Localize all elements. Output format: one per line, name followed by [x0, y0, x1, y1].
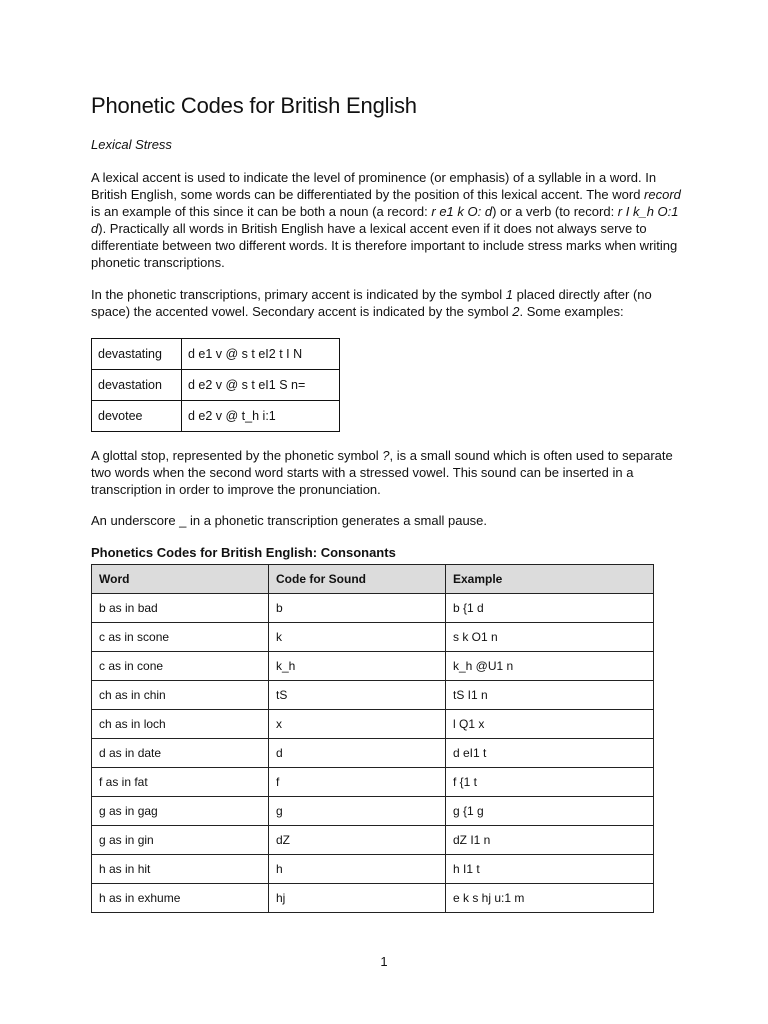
cell-example: tS I1 n: [446, 681, 654, 710]
consonants-title: Phonetics Codes for British English: Consonants: [91, 545, 396, 560]
cell-word: d as in date: [92, 739, 269, 768]
stress-examples-table: [91, 338, 340, 432]
cell-code: x: [269, 710, 446, 739]
text-run: A glottal stop, represented by the phonetic symbol: [91, 448, 383, 463]
example-code: d e1 v @ s t eI2 t I N: [182, 339, 340, 370]
page-title: Phonetic Codes for British English: [91, 93, 417, 118]
cell-example: k_h @U1 n: [446, 652, 654, 681]
table-row: [92, 855, 654, 884]
emphasis-text: ?: [382, 448, 390, 463]
cell-word: b as in bad: [92, 594, 269, 623]
paragraph-glottal-stop: [91, 447, 691, 498]
table-row: [92, 681, 654, 710]
example-word: devastating: [92, 339, 182, 370]
table-row: [92, 884, 654, 913]
emphasis-text: 1: [505, 287, 513, 302]
cell-word: g as in gin: [92, 826, 269, 855]
cell-example: dZ I1 n: [446, 826, 654, 855]
cell-word: h as in exhume: [92, 884, 269, 913]
cell-code: dZ: [269, 826, 446, 855]
cell-code: g: [269, 797, 446, 826]
cell-code: k: [269, 623, 446, 652]
cell-example: g {1 g: [446, 797, 654, 826]
table-row: [92, 826, 654, 855]
cell-word: h as in hit: [92, 855, 269, 884]
cell-example: l Q1 x: [446, 710, 654, 739]
table-row: [92, 652, 654, 681]
emphasis-text: record: [644, 187, 681, 202]
text-run: placed directly after (no space) the accented vowel. Secondary accent is indicated by the symbol: [91, 287, 652, 319]
cell-example: b {1 d: [446, 594, 654, 623]
cell-code: d: [269, 739, 446, 768]
paragraph-underscore: An underscore _ in a phonetic transcription generates a small pause.: [91, 513, 488, 528]
text-run: In the phonetic transcriptions, primary accent is indicated by the symbol: [91, 287, 506, 302]
example-word: devastation: [92, 370, 182, 401]
cell-example: e k s hj u:1 m: [446, 884, 654, 913]
paragraph-lexical-accent: [91, 169, 691, 271]
cell-code: h: [269, 855, 446, 884]
cell-code: k_h: [269, 652, 446, 681]
emphasis-text: r I k_h O:1 d: [91, 204, 679, 236]
cell-code: tS: [269, 681, 446, 710]
cell-word: ch as in loch: [92, 710, 269, 739]
cell-code: f: [269, 768, 446, 797]
emphasis-text: 2: [512, 304, 520, 319]
text-run: is an example of this since it can be both a noun (a record:: [91, 204, 432, 219]
text-run: ). Practically all words in British English have a lexical accent even if it does not always serve to differentiate between two different words. It is therefore important to include stress marks when writing phonetic transcriptions.: [91, 221, 678, 270]
cell-example: f {1 t: [446, 768, 654, 797]
example-word: devotee: [92, 401, 182, 432]
table-row: [92, 739, 654, 768]
table-row: [92, 594, 654, 623]
cell-word: c as in cone: [92, 652, 269, 681]
cell-word: ch as in chin: [92, 681, 269, 710]
table-row: [92, 797, 654, 826]
emphasis-text: r e1 k O: d: [431, 204, 493, 219]
column-header-example: Example: [446, 565, 654, 594]
cell-code: hj: [269, 884, 446, 913]
column-header-word: Word: [92, 565, 269, 594]
text-run: , is a small sound which is often used to separate two words when the second word starts with a stressed vowel. This sound can be inserted in a transcription in order to improve the pronunciation.: [91, 448, 673, 497]
table-row: [92, 768, 654, 797]
text-run: A lexical accent is used to indicate the level of prominence (or emphasis) of a syllable in a word. In British English, some words can be differentiated by the position of this lexical accent. The word: [91, 170, 657, 202]
text-run: . Some examples:: [519, 304, 624, 319]
cell-example: h I1 t: [446, 855, 654, 884]
page-number: 1: [380, 954, 388, 969]
column-header-code: Code for Sound: [269, 565, 446, 594]
table-row: [92, 370, 340, 401]
table-row: [92, 339, 340, 370]
cell-code: b: [269, 594, 446, 623]
cell-word: c as in scone: [92, 623, 269, 652]
section-subheading: Lexical Stress: [91, 137, 172, 152]
consonants-table: [91, 564, 654, 913]
cell-example: s k O1 n: [446, 623, 654, 652]
cell-word: f as in fat: [92, 768, 269, 797]
table-header-row: [92, 565, 654, 594]
example-code: d e2 v @ t_h i:1: [182, 401, 340, 432]
paragraph-accent-symbols: [91, 286, 691, 320]
example-code: d e2 v @ s t eI1 S n=: [182, 370, 340, 401]
text-run: ) or a verb (to record:: [492, 204, 618, 219]
cell-word: g as in gag: [92, 797, 269, 826]
table-row: [92, 623, 654, 652]
cell-example: d eI1 t: [446, 739, 654, 768]
table-row: [92, 401, 340, 432]
table-row: [92, 710, 654, 739]
